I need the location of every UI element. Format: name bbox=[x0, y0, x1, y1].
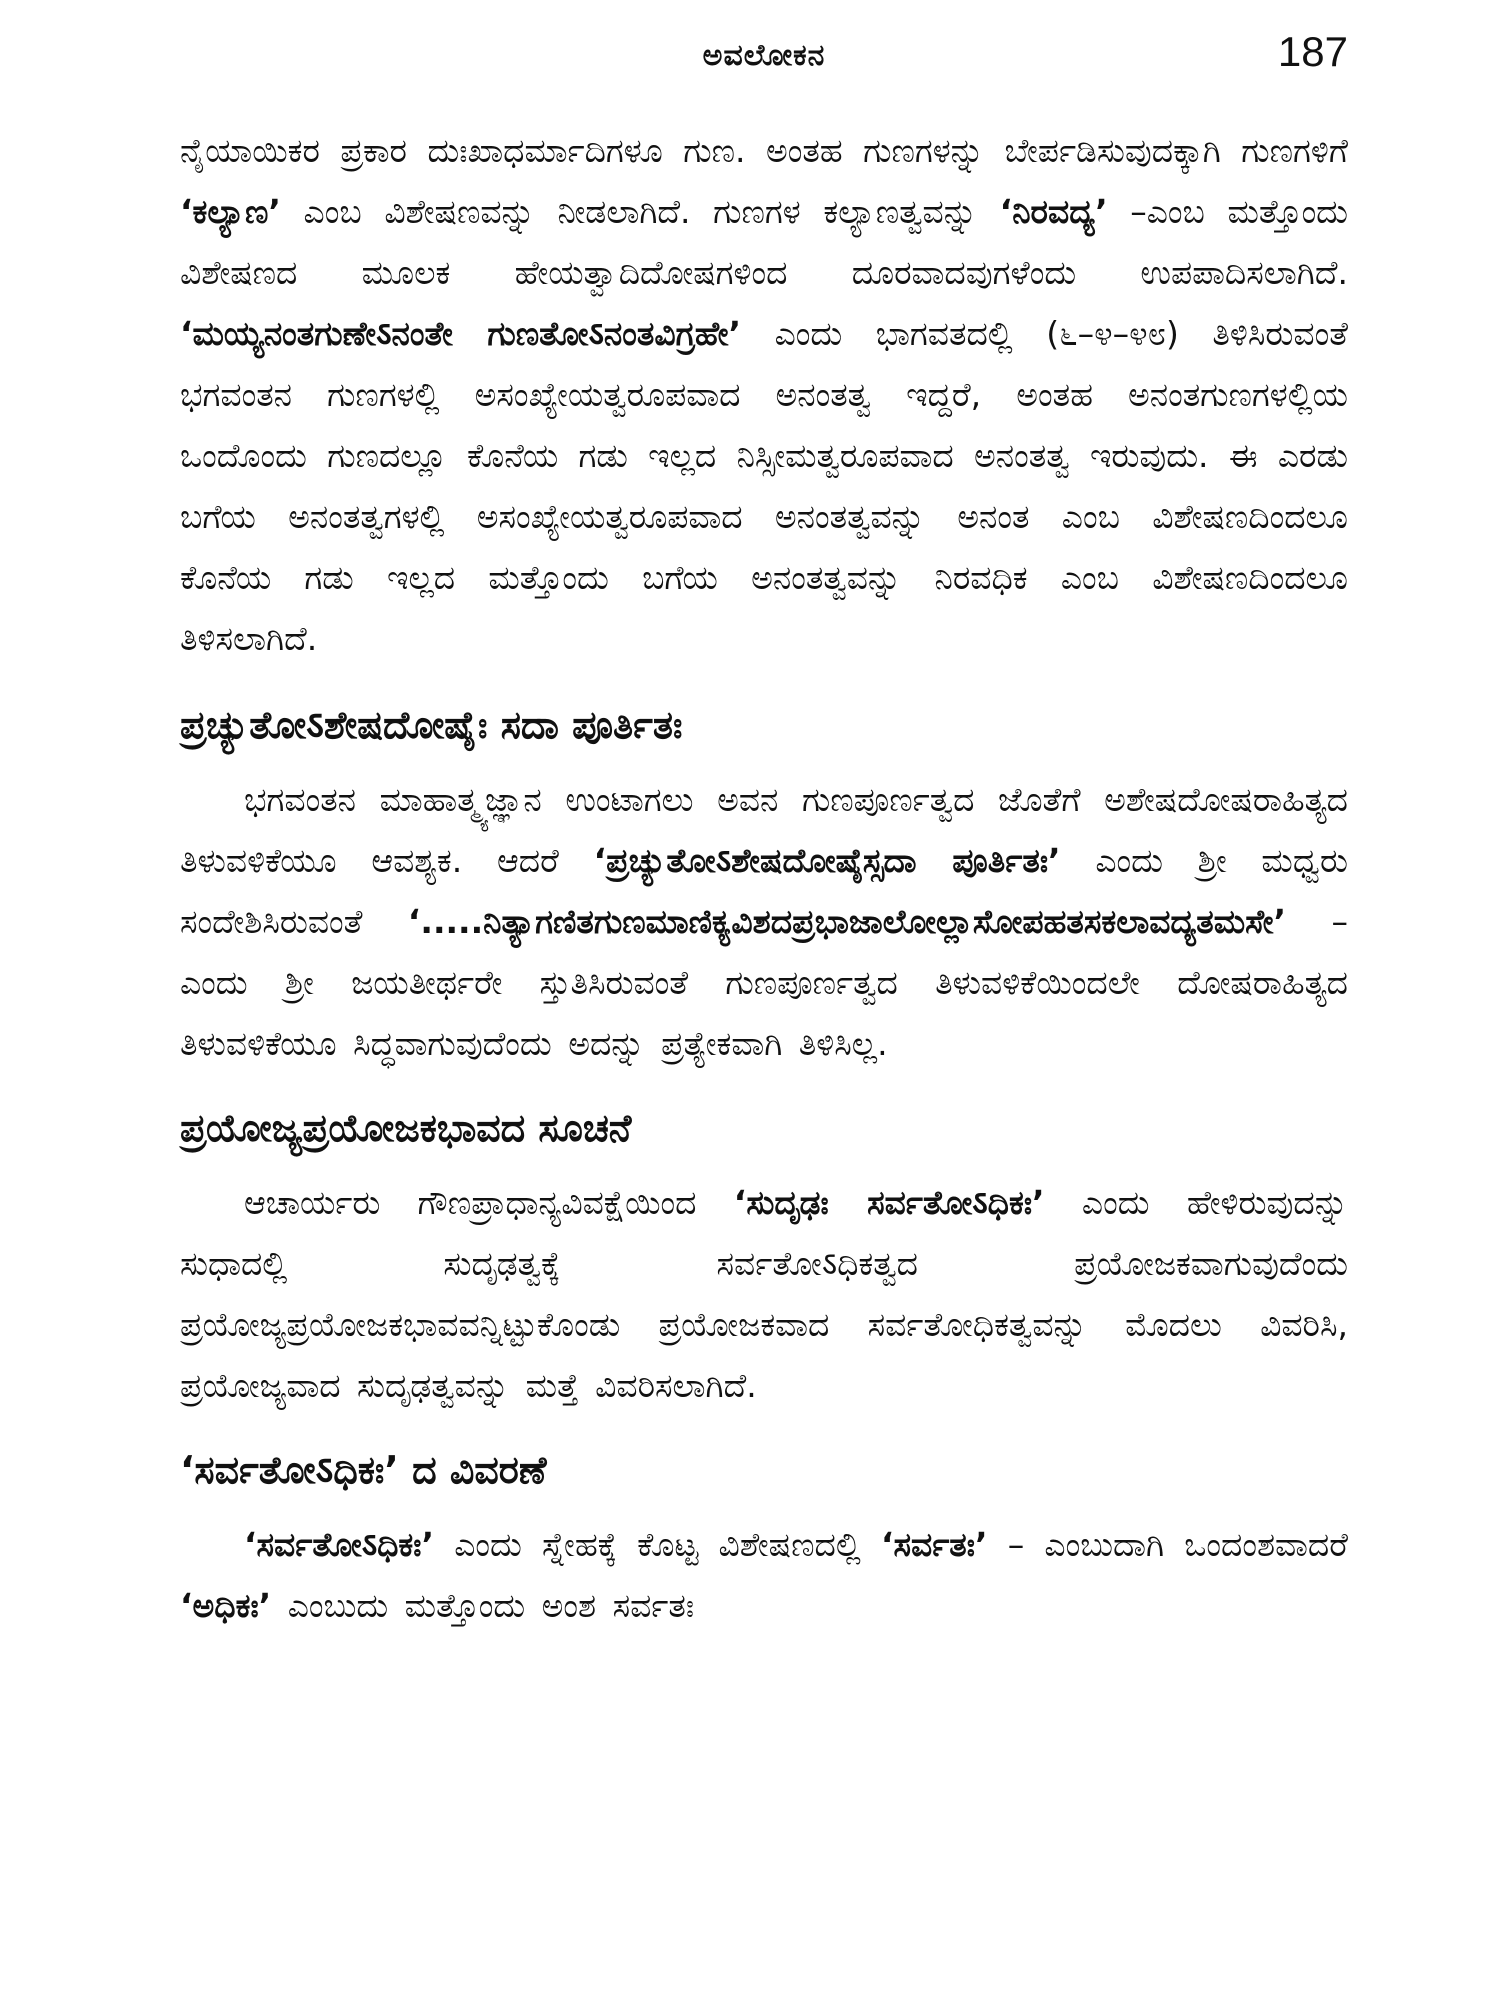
text-run: – ಎಂಬುದಾಗಿ ಒಂದಂಶವಾದರೆ bbox=[987, 1525, 1348, 1564]
text-run: ಭಗವಂತನ ಮಾಹಾತ್ಮ್ಯಜ್ಞಾನ ಉಂಟಾಗಲು ಅವನ ಗುಣಪೂರ್ಣತ್ವದ ಜೊತೆಗೆ ಅಶೇಷದೋಷರಾಹಿತ್ಯದ ತಿಳುವಳಿಕೆಯೂ ಆವಶ್ಯಕ. ಆದರೆ bbox=[180, 780, 1348, 880]
text-run: ಎಂದು ಹೇಳಿರುವುದನ್ನು ಸುಧಾದಲ್ಲಿ ಸುದೃಢತ್ವಕ್ಕೆ ಸರ್ವತೋऽಧಿಕತ್ವದ ಪ್ರಯೋಜಕವಾಗುವುದೆಂದು ಪ್ರಯೋಜ್ಯಪ್ರಯೋಜಕಭಾವವನ್ನಿಟ್ಟುಕೊಂಡು ಪ್ರಯೋಜಕವಾದ ಸರ್ವತೋಧಿಕತ್ವವನ್ನು ಮೊದಲು ವಿವರಿಸಿ, ಪ್ರಯೋಜ್ಯವಾದ ಸುದೃಢತ್ವವನ್ನು ಮತ್ತೆ ವಿವರಿಸಲಾಗಿದೆ. bbox=[180, 1183, 1348, 1405]
running-head: ಅವಲೋಕನ bbox=[702, 38, 826, 73]
page-header bbox=[180, 0, 1348, 120]
bold-quote: ‘ಅಧಿಕಃ’ bbox=[180, 1586, 272, 1625]
text-run: ಎಂದು ಶ್ರೀ ಮಧ್ವರು ಸಂದೇಶಿಸಿರುವಂತೆ bbox=[180, 841, 1348, 941]
section-heading: ‘ಸರ್ವತೋऽಧಿಕಃ’ ದ ವಿವರಣೆ bbox=[180, 1448, 547, 1492]
bold-quote: ‘ಕಲ್ಯಾಣ’ bbox=[180, 192, 281, 231]
page-number: 187 bbox=[1277, 28, 1348, 75]
section-heading: ಪ್ರಚ್ಯುತೋऽಶೇಷದೋಷೈಃ ಸದಾ ಪೂರ್ತಿತಃ bbox=[180, 703, 683, 747]
bold-quote: ‘.....ನಿತ್ಯಾಗಣಿತಗುಣಮಾಣಿಕ್ಯವಿಶದಪ್ರಭಾಜಾಲೋಲ್ಲಾಸೋಪಹತಸಕಲಾವದ್ಯತಮಸೇ’ bbox=[407, 902, 1287, 941]
body-paragraph bbox=[180, 120, 1348, 669]
bold-quote: ‘ಪ್ರಚ್ಯುತೋऽಶೇಷದೋಷೈಸ್ಸದಾ ಪೂರ್ತಿತಃ’ bbox=[593, 841, 1061, 880]
text-run: ಎಂಬುದು ಮತ್ತೊಂದು ಅಂಶ ಸರ್ವತಃ bbox=[271, 1586, 695, 1625]
text-run: ನೈಯಾಯಿಕರ ಪ್ರಕಾರ ದುಃಖಾಧರ್ಮಾದಿಗಳೂ ಗುಣ. ಅಂತಹ ಗುಣಗಳನ್ನು ಬೇರ್ಪಡಿಸುವುದಕ್ಕಾಗಿ ಗುಣಗಳಿಗೆ bbox=[180, 131, 1348, 170]
bold-quote: ‘ಸುದೃಢಃ ಸರ್ವತೋऽಧಿಕಃ’ bbox=[733, 1183, 1045, 1222]
bold-quote: ‘ಸರ್ವತಃ’ bbox=[880, 1525, 988, 1564]
text-run: ಎಂದು ಸ್ನೇಹಕ್ಕೆ ಕೊಟ್ಟ ವಿಶೇಷಣದಲ್ಲಿ bbox=[434, 1525, 881, 1564]
body-paragraph bbox=[180, 1172, 1348, 1416]
body-paragraph bbox=[180, 769, 1348, 1074]
bold-quote: ‘ಸರ್ವತೋऽಧಿಕಃ’ bbox=[244, 1525, 435, 1564]
body-paragraph bbox=[180, 1514, 1348, 1636]
bold-quote: ‘ಮಯ್ಯನಂತಗುಣೇऽನಂತೇ ಗುಣತೋऽನಂತವಿಗ್ರಹೇ’ bbox=[180, 314, 742, 353]
text-run: ಎಂದು ಭಾಗವತದಲ್ಲಿ (೬–೪–೪೮) ತಿಳಿಸಿರುವಂತೆ ಭಗವಂತನ ಗುಣಗಳಲ್ಲಿ ಅಸಂಖ್ಯೇಯತ್ವರೂಪವಾದ ಅನಂತತ್ವ ಇದ್ದರೆ, ಅಂತಹ ಅನಂತಗುಣಗಳಲ್ಲಿಯ ಒಂದೊಂದು ಗುಣದಲ್ಲೂ ಕೊನೆಯ ಗಡು ಇಲ್ಲದ ನಿಸ್ಸೀಮತ್ವರೂಪವಾದ ಅನಂತತ್ವ ಇರುವುದು. ಈ ಎರಡು ಬಗೆಯ ಅನಂತತ್ವಗಳಲ್ಲಿ ಅಸಂಖ್ಯೇಯತ್ವರೂಪವಾದ ಅನಂತತ್ವವನ್ನು ಅನಂತ ಎಂಬ ವಿಶೇಷಣದಿಂದಲೂ ಕೊನೆಯ ಗಡು ಇಲ್ಲದ ಮತ್ತೊಂದು ಬಗೆಯ ಅನಂತತ್ವವನ್ನು ನಿರವಧಿಕ ಎಂಬ ವಿಶೇಷಣದಿಂದಲೂ ತಿಳಿಸಲಾಗಿದೆ. bbox=[180, 314, 1348, 658]
text-run: ಆಚಾರ್ಯರು ಗೌಣಪ್ರಾಧಾನ್ಯವಿವಕ್ಷೆಯಿಂದ bbox=[244, 1183, 734, 1222]
section-heading: ಪ್ರಯೋಜ್ಯಪ್ರಯೋಜಕಭಾವದ ಸೂಚನೆ bbox=[180, 1106, 632, 1150]
text-run: –ಎಂದು ಶ್ರೀ ಜಯತೀರ್ಥರೇ ಸ್ತುತಿಸಿರುವಂತೆ ಗುಣಪೂರ್ಣತ್ವದ ತಿಳುವಳಿಕೆಯಿಂದಲೇ ದೋಷರಾಹಿತ್ಯದ ತಿಳುವಳಿಕೆಯೂ ಸಿದ್ಧವಾಗುವುದೆಂದು ಅದನ್ನು ಪ್ರತ್ಯೇಕವಾಗಿ ತಿಳಿಸಿಲ್ಲ. bbox=[180, 902, 1348, 1063]
text-run: –ಎಂಬ ಮತ್ತೊಂದು ವಿಶೇಷಣದ ಮೂಲಕ ಹೇಯತ್ವಾದಿದೋಷಗಳಿಂದ ದೂರವಾದವುಗಳೆಂದು ಉಪಪಾದಿಸಲಾಗಿದೆ. bbox=[180, 192, 1348, 292]
text-run: ಎಂಬ ವಿಶೇಷಣವನ್ನು ನೀಡಲಾಗಿದೆ. ಗುಣಗಳ ಕಲ್ಯಾಣತ್ವವನ್ನು bbox=[280, 192, 1000, 231]
bold-quote: ‘ನಿರವದ್ಯ’ bbox=[999, 192, 1108, 231]
